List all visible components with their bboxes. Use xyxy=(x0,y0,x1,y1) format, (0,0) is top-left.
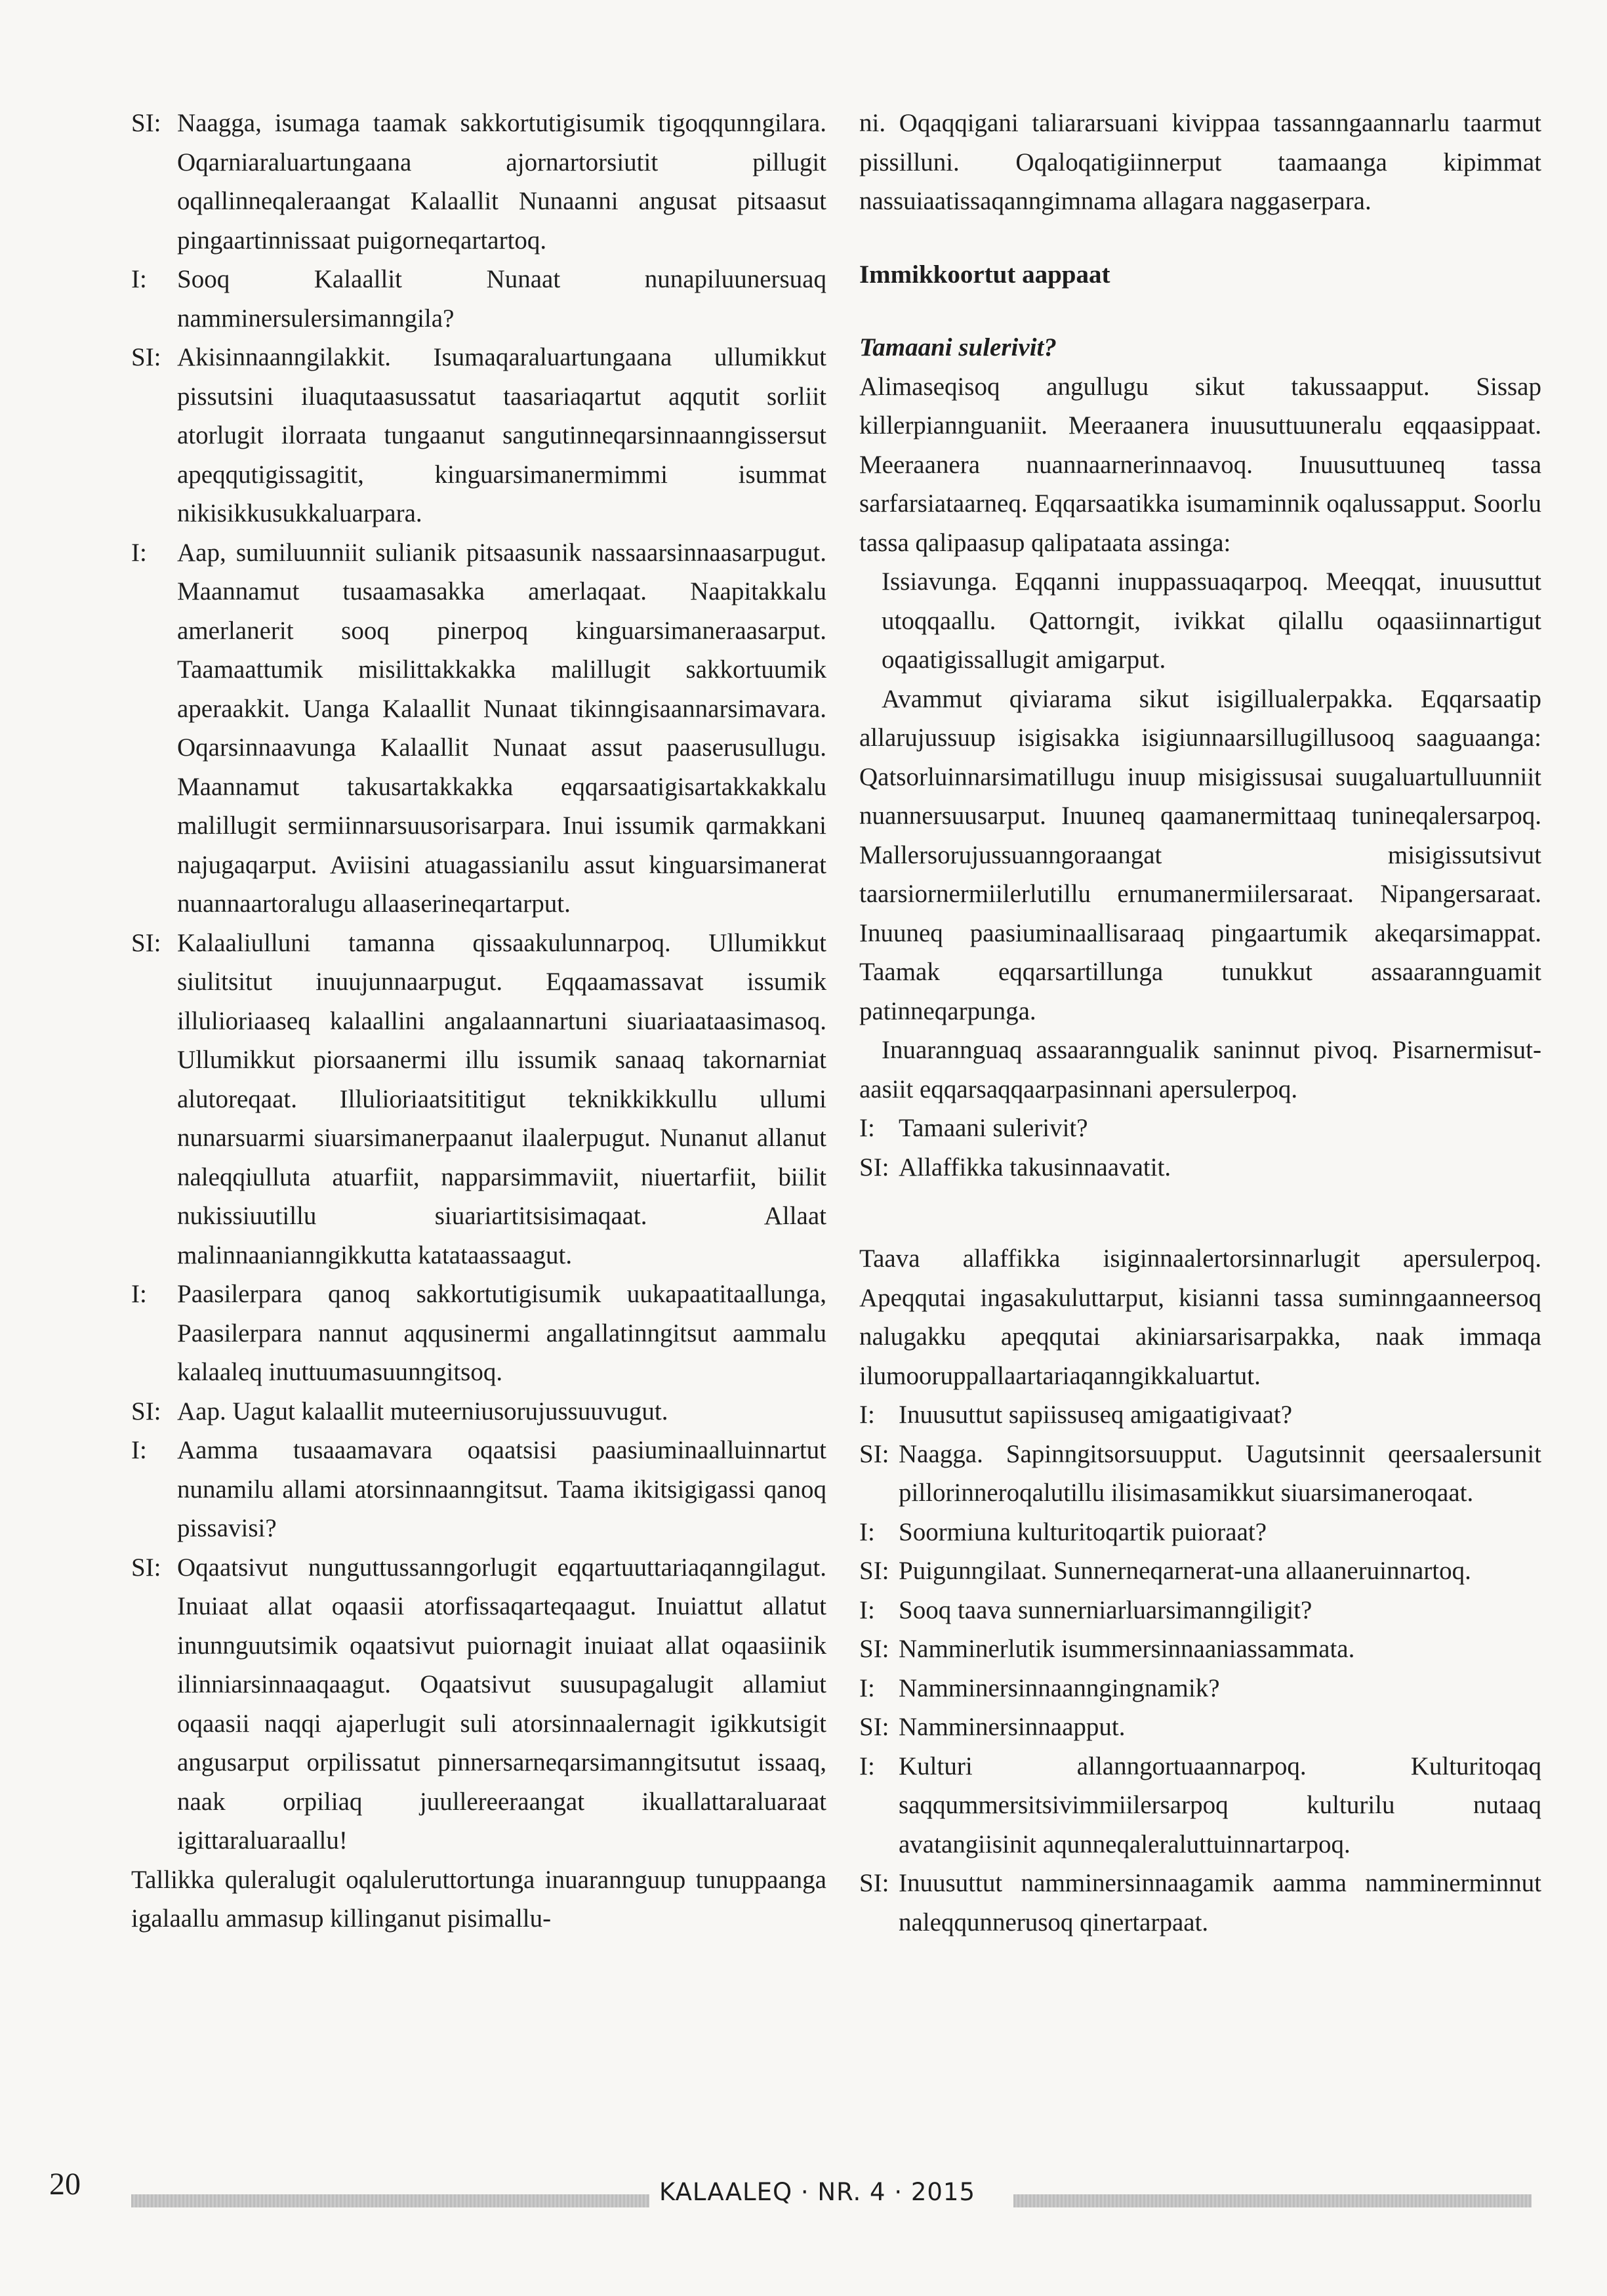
dialogue-entry xyxy=(859,1109,1541,1148)
speaker-label: I: xyxy=(131,1436,147,1464)
footer-rule-left xyxy=(131,2194,649,2207)
dialogue-text: Namminersinnaanngingnamik? xyxy=(899,1673,1220,1702)
dialogue-text: Sooq taava sunnerniarluarsimanngiligit? xyxy=(899,1595,1312,1624)
footer-rule-right xyxy=(1013,2194,1532,2207)
body-paragraph: Inuarannguaq assaaranngualik saninnut pivoq. Pisarnermisut-aasiit eqqarsaqqaarpasinnani apersulerpoq. xyxy=(859,1036,1541,1103)
dialogue-text: Paasilerpara qanoq sakkortutigisumik uukapaatitaallunga, Paasilerpara nannut aqqusinermi angallatinngitsut aammalu kalaaleq inuttuumasuunngitsoq. xyxy=(177,1280,826,1386)
speaker-label: I: xyxy=(859,1595,875,1624)
speaker-label: SI: xyxy=(131,928,161,957)
dialogue-entry xyxy=(131,260,826,338)
speaker-label: SI: xyxy=(859,1635,889,1663)
narrative-paragraph: Tallikka quleralugit oqaluleruttortunga inuarannguup tunuppaanga igalaallu ammasup killinganut pisimallu- xyxy=(131,1865,826,1933)
dialogue-entry xyxy=(859,1864,1541,1942)
dialogue-text: Akisinnaanngilakkit. Isumaqaraluartungaana ullumikkut pissutsini iluaqutaasussatut taasariaqartut aqqutit sorliit atorlugit ilorraata tungaanut sangutinneqarsinnaanngissersut apeqqutigissagitit, kinguarsimanermimmi isummat nikisikkusukkaluarpara. xyxy=(177,343,826,527)
dialogue-entry xyxy=(859,1551,1541,1591)
dialogue-text: Inuusuttut namminersinnaagamik aamma namminerminnut naleqqunnerusoq qinertarpaat. xyxy=(899,1869,1541,1937)
dialogue-text: Sooq Kalaallit Nunaat nunapiluunersuaq namminersulersimanngila? xyxy=(177,265,826,333)
speaker-label: I: xyxy=(859,1673,875,1702)
section-subheading: Tamaani sulerivit? xyxy=(859,333,1057,361)
page-number: 20 xyxy=(49,2167,81,2202)
speaker-label: SI: xyxy=(859,1557,889,1585)
dialogue-text: Allaffikka takusinnaavatit. xyxy=(899,1153,1171,1181)
dialogue-entry xyxy=(859,1395,1541,1435)
speaker-label: I: xyxy=(131,1280,147,1308)
dialogue-entry xyxy=(859,1630,1541,1669)
speaker-label: SI: xyxy=(859,1439,889,1468)
dialogue-entry xyxy=(131,533,826,924)
dialogue-entry xyxy=(859,1591,1541,1630)
body-paragraph: Alimaseqisoq angullugu sikut takussaapput. Sissap killerpiannguaniit. Meeraanera inuusuttuuneralu eqqaasippaat. Meeraanera nuannaarnerinnaavoq. Inuusuttuuneq tassa sarfarsiataarneq. Eqqarsaatikka isumaminnik oqalussapput. Soorlu tassa qalipaasup qalipataata assinga: xyxy=(859,372,1541,557)
speaker-label: SI: xyxy=(131,1397,161,1425)
dialogue-entry xyxy=(131,338,826,533)
dialogue-text: Kulturi allanngortuaannarpoq. Kulturitoqaq saqqummersitsivimmiilersarpoq kulturilu nutaaq avatangiisinit aqunneqaleraluttuinnartarpoq. xyxy=(899,1752,1541,1858)
publication-label: KALAALEQ · NR. 4 · 2015 xyxy=(659,2178,976,2206)
dialogue-text: Namminerlutik isummersinnaaniassammata. xyxy=(899,1635,1355,1663)
dialogue-text: Naagga. Sapinngitsorsuupput. Uagutsinnit qeersaalersunit pillorinneroqalutillu ilisimasamikkut siuarsimaneroqaat. xyxy=(899,1439,1541,1507)
speaker-label: SI: xyxy=(131,1553,161,1582)
dialogue-entry xyxy=(859,1708,1541,1747)
speaker-label: SI: xyxy=(859,1153,889,1181)
speaker-label: I: xyxy=(859,1114,875,1142)
dialogue-entry xyxy=(859,1513,1541,1552)
dialogue-text: Soormiuna kulturitoqartik puioraat? xyxy=(899,1517,1267,1546)
dialogue-entry xyxy=(859,1148,1541,1187)
dialogue-text: Aap, sumiluunniit sulianik pitsaasunik nassaarsinnaasarpugut. Maannamut tusaamasakka amerlaqaat. Naapitakkalu amerlanerit sooq pinerpoq kinguarsimaneraasarput. Taamaattumik misilittakkakka malillugit sakkortuumik aperaakkit. Uanga Kalaallit Nunaat tikinngisaannarsimavara. Oqarsinnaavunga Kalaallit Nunaat assut paaserusullugu. Maannamut takusartakkakka eqqarsaatigisartakkakkalu malillugit sermiinnarsuusorisarpara. Inui issumik qarmakkani najugaqarput. Aviisini atuagassianilu assut kinguarsimanerat nuannaartoralugu allaaserineqartarput. xyxy=(177,538,826,918)
dialogue-entry xyxy=(131,1548,826,1860)
dialogue-text: Oqaatsivut nunguttussanngorlugit eqqartuuttariaqanngilagut. Inuiaat allat oqaasii atorfissaqarteqaagut. Inuiattut allatut inunnguutsimik oqaatsivut puiornagit inuiaat allat oqaasiinik ilinniarsinnaaqaagut. Oqaatsivut suusupagalugit allamiut oqaasii naqqi ajaperlugit suli atorsinnaalernagit igikkutsigit angusarput orpilissatut pinnersarneqarsimanngitsutut issaaq, naak orpiliaq juullereeraangat ikuallattaraluaraat igittaraluaraallu! xyxy=(177,1553,826,1855)
speaker-label: I: xyxy=(859,1517,875,1546)
speaker-label: I: xyxy=(859,1401,875,1429)
dialogue-text: Naagga, isumaga taamak sakkortutigisumik tigoqqunngilara. Oqarniaraluartungaana ajornartorsiutit pillugit oqallinneqaleraangat Kalaallit Nunaanni angusat pitsaasut pingaartinnissaat puigorneqartartoq. xyxy=(177,109,826,255)
dialogue-text: Aamma tusaaamavara oqaatsisi paasiuminaalluinnartut nunamilu allami atorsinnaanngitsut. Taama ikitsigigassi qanoq pissavisi? xyxy=(177,1436,826,1542)
dialogue-entry xyxy=(131,104,826,260)
speaker-label: I: xyxy=(859,1752,875,1780)
dialogue-text: Tamaani sulerivit? xyxy=(899,1114,1088,1142)
quote-block: Issiavunga. Eqqanni inuppassuaqarpoq. Meeqqat, inuusuttut utoqqaallu. Qattorngit, ivikkat qilallu oqaasiinnartigut oqaatigissallugit amigarput. xyxy=(882,567,1541,674)
section-heading: Immikkoortut aappaat xyxy=(859,260,1110,289)
speaker-label: SI: xyxy=(131,109,161,137)
speaker-label: SI: xyxy=(859,1869,889,1897)
dialogue-text: Aap. Uagut kalaallit muteerniusorujussuuvugut. xyxy=(177,1397,668,1425)
right-column xyxy=(859,104,1541,1942)
dialogue-entry xyxy=(131,924,826,1275)
dialogue-entry xyxy=(859,1669,1541,1708)
dialogue-entry xyxy=(859,1435,1541,1513)
left-column xyxy=(131,104,826,1938)
speaker-label: SI: xyxy=(131,343,161,371)
body-paragraph: Avammut qiviarama sikut isigillualerpakka. Eqqarsaatip allarujussuup isigisakka isigiunnaarsillugillusooq saaguaanga: Qatsorluinnarsimatillugu inuup misigissusai suugaluartulluunniit nuannersuusarput. Inuuneq qaamanermittaaq tunineqalersarpoq. Mallersorujussuanngoraangat misigissutsivut taarsiornermiilerlutillu ernumanermiilersaraat. Nipangersaraat. Inuuneq paasiuminaallisaraaq pingaartumik akeqarsimappat. Taamak eqqarsartillunga tunukkut assaarannguamit patinneqarpunga. xyxy=(859,684,1541,1025)
dialogue-text: Namminersinnaapput. xyxy=(899,1713,1126,1741)
dialogue-entry xyxy=(131,1275,826,1392)
dialogue-text: Inuusuttut sapiissuseq amigaatigivaat? xyxy=(899,1401,1293,1429)
continuation-paragraph: ni. Oqaqqigani taliararsuani kivippaa tassanngaannarlu taarmut pissilluni. Oqaloqatigiinnerput taamaanga kipimmat nassuiaatissaqanngimnama allagara naggaserpara. xyxy=(859,109,1541,215)
dialogue-text: Kalaaliulluni tamanna qissaakulunnarpoq. Ullumikkut siulitsitut inuujunnaarpugut. Eqqaamassavat issumik illulioriaaseq kalaallini angalaannartuni siuariaataasimasoq. Ullumikkut piorsaanermi illu issumik sanaaq takornarniat alutoreqaat. Illulioriaatsititigut teknikkikkullu ullumi nunarsuarmi siuarsimanerpaanut ilaalerpugut. Nunanut allanut naleqqiulluta atuarfiit, napparsimmaviit, niuertarfiit, biilit nukissiuutillu siuariartitsisimaqaat. Allaat malinnaanianngikkutta katataassaagut. xyxy=(177,928,826,1269)
dialogue-entry xyxy=(131,1392,826,1431)
body-paragraph: Taava allaffikka isiginnaalertorsinnarlugit apersulerpoq. Apeqqutai ingasakuluttarput, kisianni tassa suminngaanneersoq nalugakku apeqqutai akiniarsarisarpakka, naak immaqa ilumooruppallaartariaqanngikkaluartut. xyxy=(859,1244,1541,1390)
speaker-label: SI: xyxy=(859,1713,889,1741)
dialogue-entry xyxy=(131,1431,826,1548)
speaker-label: I: xyxy=(131,538,147,567)
spacer xyxy=(859,1187,1541,1239)
speaker-label: I: xyxy=(131,265,147,293)
dialogue-entry xyxy=(859,1747,1541,1864)
dialogue-text: Puigunngilaat. Sunnerneqarnerat-una allaaneruinnartoq. xyxy=(899,1557,1471,1585)
